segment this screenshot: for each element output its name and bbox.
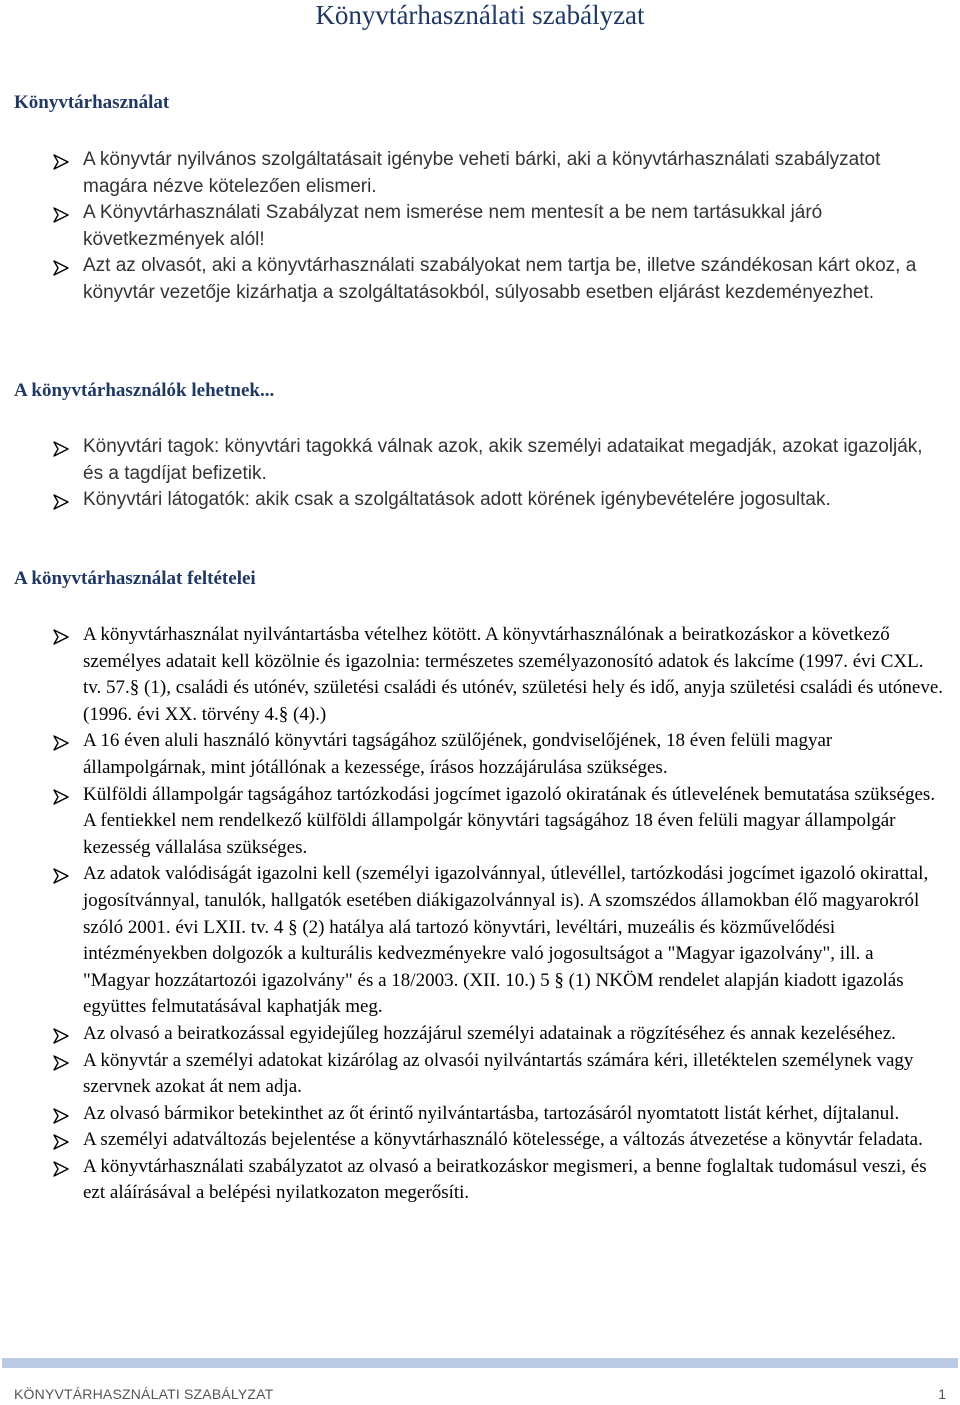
list-item-text: Könyvtári látogatók: akik csak a szolgáltatások adott körének igénybevételére jogosultak. (83, 489, 831, 511)
list-item (14, 622, 944, 728)
bullet-list (14, 434, 944, 514)
section-feltetelek (14, 568, 944, 1207)
list-item (14, 782, 944, 862)
list-item-text: A Könyvtárhasználati Szabályzat nem ismerése nem mentesít a be nem tartásukkal járó következmények alól! (83, 202, 823, 250)
arrow-bullet-icon (52, 205, 70, 221)
section-heading: A könyvtárhasználat feltételei (14, 568, 256, 589)
section-heading: A könyvtárhasználók lehetnek... (14, 380, 275, 401)
list-item-text: Az olvasó a beiratkozással egyidejűleg hozzájárul személyi adatainak a rögzítéséhez és annak kezeléséhez. (83, 1022, 896, 1044)
list-item-text: Külföldi állampolgár tagságához tartózkodási jogcímet igazoló okiratának és útlevelének bemutatása szükséges. A fentiekkel nem rendelkező külföldi állampolgár könyvtári tagságához 18 éven felüli magyar állampolgár kezesség vállalása szükséges. (83, 783, 936, 858)
list-item-text: A 16 éven aluli használó könyvtári tagságához szülőjének, gondviselőjének, 18 éven felüli magyar állampolgárnak, mint jótállónak a kezessége, írásos hozzájárulása szükséges. (83, 730, 833, 778)
arrow-bullet-icon (52, 787, 70, 803)
bullet-list (14, 147, 944, 307)
arrow-bullet-icon (52, 733, 70, 749)
arrow-bullet-icon (52, 492, 70, 508)
list-item-text: Az adatok valódiságát igazolni kell (személyi igazolvánnyal, útlevéllel, tartózkodási jogcímet igazoló okirattal, jogosítvánnyal, tanulók, hallgatók esetében diákigazolvánnyal is). A szomszédos államokban élő magyarokról szóló 2001. évi LXII. tv. 4 § (2) hatálya alá tartozó könyvtári, levéltári, muzeális és közművelődési intézményekben dolgozók a kulturális kedvezményekre való jogosultságot a "Magyar igazolvány", ill. a "Magyar hozzátartozói igazolvány" és a 18/2003. (XII. 10.) 5 § (1) NKÖM rendelet alapján kiadott igazolás együttes felmutatásával kaphatják meg. (83, 863, 929, 1018)
section-konyvtarhasznalat (14, 92, 944, 307)
arrow-bullet-icon (52, 152, 70, 168)
arrow-bullet-icon (52, 1159, 70, 1175)
list-item (14, 1021, 944, 1048)
arrow-bullet-icon (52, 1053, 70, 1069)
arrow-bullet-icon (52, 866, 70, 882)
page-number: 1 (938, 1386, 946, 1402)
section-konyvtarhasznalok (14, 380, 944, 514)
list-item (14, 487, 944, 514)
list-item-text: Könyvtári tagok: könyvtári tagokká válnak azok, akik személyi adataikat megadják, azokat igazolják, és a tagdíjat befizetik. (83, 436, 923, 484)
list-item-text: A könyvtár nyilvános szolgáltatásait igénybe veheti bárki, aki a könyvtárhasználati szabályzatot magára nézve kötelezően elismeri. (83, 149, 881, 197)
list-item-text: A személyi adatváltozás bejelentése a könyvtárhasználó kötelessége, a változás átvezetése a könyvtár feladata. (83, 1129, 923, 1151)
list-item (14, 728, 944, 781)
list-item-text: Az olvasó bármikor betekinthet az őt érintő nyilvántartásba, tartozásáról nyomtatott listát kérhet, díjtalanul. (83, 1102, 900, 1124)
arrow-bullet-icon (52, 1106, 70, 1122)
arrow-bullet-icon (52, 258, 70, 274)
bullet-list (14, 622, 944, 1207)
list-item (14, 1048, 944, 1101)
list-item (14, 1127, 944, 1154)
footer-rule (2, 1358, 958, 1368)
list-item (14, 147, 944, 200)
arrow-bullet-icon (52, 439, 70, 455)
list-item-text: A könyvtárhasználat nyilvántartásba vételhez kötött. A könyvtárhasználónak a beiratkozáskor a következő személyes adatait kell közölnie és igazolnia: természetes személyazonosító adatok és lakcíme (1997. évi CXL. tv. 57.§ (1), családi és utónév, születési családi és utónév, születési hely és idő, anyja születési családi és utóneve. (1996. évi XX. törvény 4.§ (4).) (83, 624, 944, 725)
list-item-text: A könyvtárhasználati szabályzatot az olvasó a beiratkozáskor megismeri, a benne foglaltak tudomásul veszi, és ezt aláírásával a belépési nyilatkozaton megerősíti. (83, 1155, 927, 1204)
list-item (14, 253, 944, 306)
arrow-bullet-icon (52, 627, 70, 643)
footer-title: KÖNYVTÁRHASZNÁLATI SZABÁLYZAT (14, 1386, 274, 1402)
list-item (14, 1154, 944, 1207)
list-item (14, 861, 944, 1021)
arrow-bullet-icon (52, 1026, 70, 1042)
list-item-text: Azt az olvasót, aki a könyvtárhasználati szabályokat nem tartja be, illetve szándékosan kárt okoz, a könyvtár vezetője kizárhatja a szolgáltatásokból, súlyosabb esetben eljárást kezdeményezhet. (83, 255, 917, 303)
section-heading: Könyvtárhasználat (14, 92, 170, 113)
list-item (14, 434, 944, 487)
list-item (14, 200, 944, 253)
arrow-bullet-icon (52, 1132, 70, 1148)
list-item-text: A könyvtár a személyi adatokat kizárólag az olvasói nyilvántartás számára kéri, illetéktelen személynek vagy szervnek azokat át nem adja. (83, 1049, 914, 1098)
list-item (14, 1101, 944, 1128)
document-title: Könyvtárhasználati szabályzat (315, 0, 645, 30)
